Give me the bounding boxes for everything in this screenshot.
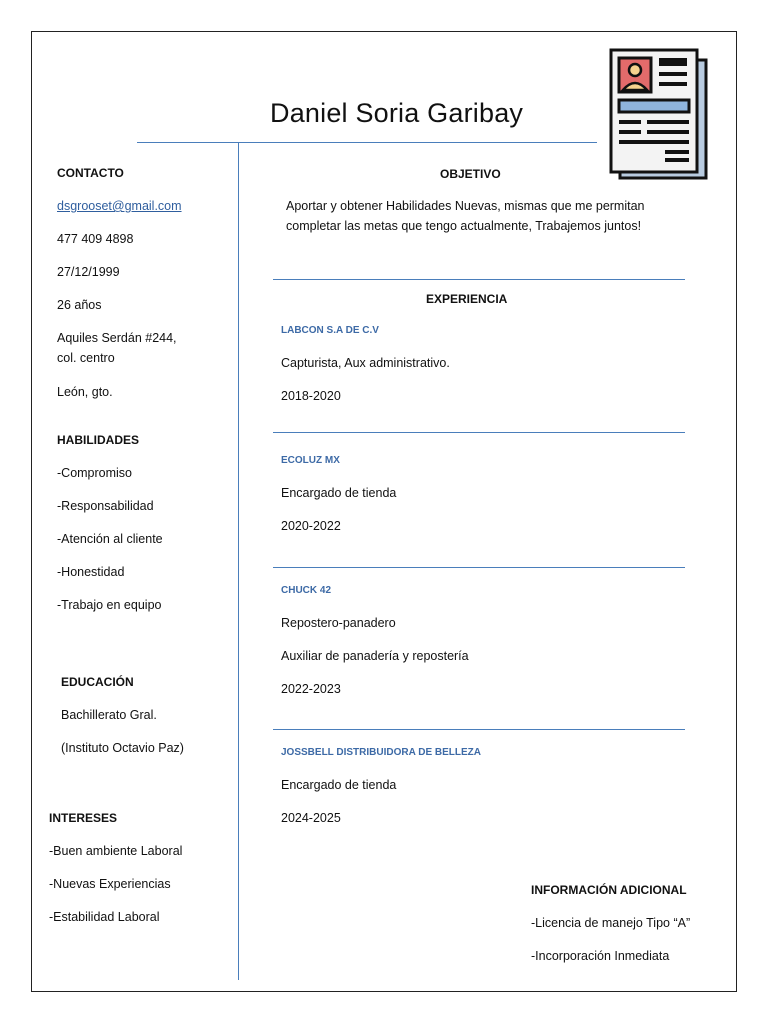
column-divider <box>238 142 239 980</box>
skill-item: -Honestidad <box>57 565 125 579</box>
contact-city: León, gto. <box>57 385 113 399</box>
education-item: Bachillerato Gral. <box>61 708 157 722</box>
contact-phone: 477 409 4898 <box>57 232 134 246</box>
objective-divider <box>273 279 685 280</box>
job-company: CHUCK 42 <box>281 585 332 596</box>
skills-heading: HABILIDADES <box>57 433 140 447</box>
interest-item: -Estabilidad Laboral <box>49 910 160 924</box>
skill-item: -Compromiso <box>57 466 133 480</box>
objective-line1: Aportar y obtener Habilidades Nuevas, mismas que me permitan <box>286 199 645 213</box>
job-company: JOSSBELL DISTRIBUIDORA DE BELLEZA <box>281 747 482 758</box>
job-divider-2 <box>273 567 685 568</box>
objective-line2: completar las metas que tengo actualmente, Trabajemos juntos! <box>286 219 642 233</box>
job-company: ECOLUZ MX <box>281 455 340 466</box>
job-years: 2022-2023 <box>281 682 341 696</box>
job-role: Encargado de tienda <box>281 778 397 792</box>
skill-item: -Trabajo en equipo <box>57 598 162 612</box>
job-years: 2018-2020 <box>281 389 341 403</box>
candidate-name: Daniel Soria Garibay <box>270 98 524 128</box>
contact-age: 26 años <box>57 298 102 312</box>
job-role: Repostero-panadero <box>281 616 396 630</box>
job-detail: Auxiliar de panadería y repostería <box>281 649 469 663</box>
job-years: 2024-2025 <box>281 811 341 825</box>
contact-heading: CONTACTO <box>57 166 124 180</box>
job-years: 2020-2022 <box>281 519 341 533</box>
job-divider-3 <box>273 729 685 730</box>
contact-address-line1: Aquiles Serdán #244, <box>57 331 177 345</box>
resume-document-icon <box>607 46 709 182</box>
job-divider-1 <box>273 432 685 433</box>
education-item: (Instituto Octavio Paz) <box>61 741 184 755</box>
additional-item: -Incorporación Inmediata <box>531 949 670 963</box>
skill-item: -Atención al cliente <box>57 532 163 546</box>
contact-address-line2: col. centro <box>57 351 115 365</box>
interests-heading: INTERESES <box>49 811 118 825</box>
job-role: Encargado de tienda <box>281 486 397 500</box>
contact-birthdate: 27/12/1999 <box>57 265 120 279</box>
education-heading: EDUCACIÓN <box>61 675 134 689</box>
experience-heading: EXPERIENCIA <box>426 292 508 306</box>
interest-item: -Nuevas Experiencias <box>49 877 171 891</box>
job-company: LABCON S.A DE C.V <box>281 325 379 336</box>
job-role: Capturista, Aux administrativo. <box>281 356 450 370</box>
email-link[interactable]: dsgrooset@gmail.com <box>57 199 182 213</box>
objective-heading: OBJETIVO <box>440 167 501 181</box>
additional-heading: INFORMACIÓN ADICIONAL <box>531 883 687 897</box>
interest-item: -Buen ambiente Laboral <box>49 844 183 858</box>
header-divider <box>137 142 597 143</box>
skill-item: -Responsabilidad <box>57 499 154 513</box>
additional-item: -Licencia de manejo Tipo “A” <box>531 916 691 930</box>
